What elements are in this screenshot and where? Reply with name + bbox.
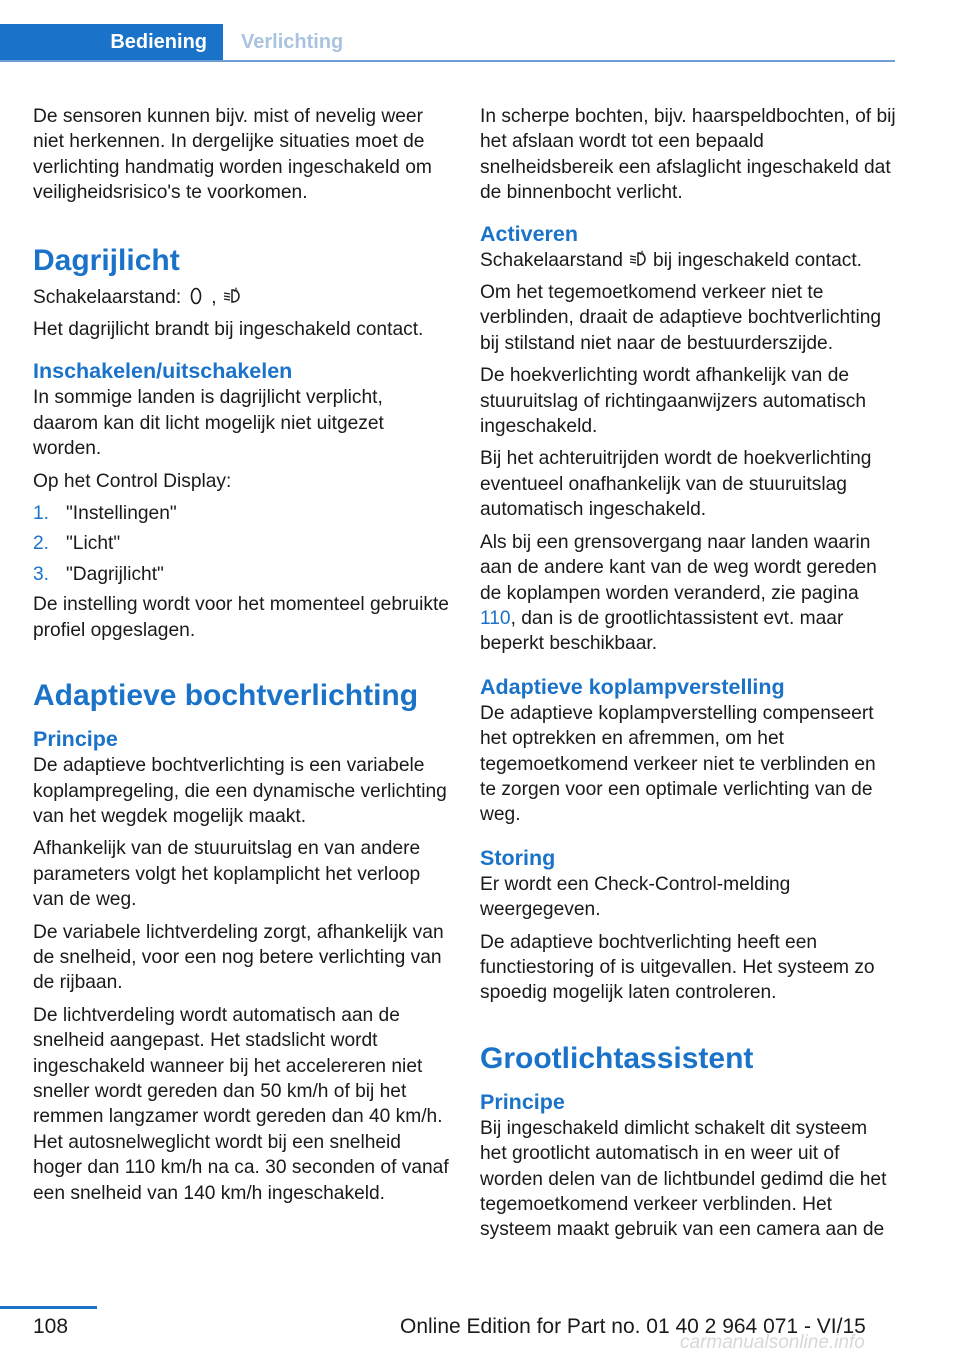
- low-beam-auto-icon: [629, 249, 647, 269]
- heading-adaptieve-koplampverstelling: Adaptieve koplampverstelling: [480, 674, 785, 699]
- activeren-p2: De hoekverlichting wordt afhankelijk van de stuuruitslag of richtingaanwijzers automatisch ingeschakeld.: [480, 365, 867, 438]
- activeren-suffix: bij ingeschakeld contact.: [652, 249, 862, 271]
- dagrijlicht-brandt: Het dagrijlicht brandt bij ingeschakeld contact.: [33, 319, 424, 341]
- page-number: 108: [33, 1315, 69, 1338]
- adaptief-p3: De variabele lichtverdeling zorgt, afhankelijk van de snelheid, voor een nog betere verlichting van de rijbaan.: [33, 921, 444, 994]
- dagrijlicht-p2: Op het Control Display:: [33, 470, 232, 492]
- adaptief-p2: Afhankelijk van de stuuruitslag en van andere parameters volgt het koplamplicht het verloop van de weg.: [33, 838, 421, 911]
- storing-p2: De adaptieve bochtverlichting heeft een functiestoring of is uitgevallen. Het systeem zo spoedig mogelijk laten controleren.: [480, 931, 875, 1004]
- heading-principe: Principe: [33, 727, 118, 752]
- icon-separator: ,: [211, 286, 217, 308]
- bochten-paragraph: In scherpe bochten, bijv. haarspeldbochten, of bij het afslaan wordt tot een bepaald snelheidsbereik een afslaglicht ingeschakeld dat de binnenbocht verlicht.: [480, 106, 896, 204]
- activeren-p3: Bij het achteruitrijden wordt de hoekverlichting eventueel onafhankelijk van de stuuruitslag automatisch ingeschakeld.: [480, 448, 872, 521]
- heading-grootlichtassistent: Grootlichtassistent: [480, 1041, 754, 1075]
- svg-text:A: A: [233, 286, 238, 294]
- svg-text:A: A: [639, 249, 645, 257]
- activeren-p1: Om het tegemoetkomend verkeer niet te verblinden, draait de adaptieve bochtverlichting bij stilstand niet naar de bestuurderszijde.: [480, 282, 882, 354]
- list-item: 1. "Instellingen": [33, 503, 177, 525]
- adaptief-p1: De adaptieve bochtverlichting is een variabele koplampregeling, die een dynamische verlichting van het wegdek mogelijk maakt.: [33, 755, 447, 827]
- schakelaarstand-label: Schakelaarstand: [480, 249, 623, 271]
- heading-activeren: Activeren: [480, 221, 578, 246]
- dagrijlicht-p1: In sommige landen is dagrijlicht verplicht, daarom kan dit licht mogelijk niet uitgezet worden.: [33, 387, 384, 460]
- heading-inschakelen: Inschakelen/uitschakelen: [33, 359, 293, 384]
- heading-storing: Storing: [480, 845, 556, 870]
- storing-p1: Er wordt een Check-Control-melding weergegeven.: [480, 873, 791, 921]
- groot-p1: Bij ingeschakeld dimlicht schakelt dit systeem het grootlicht automatisch in en weer uit of worden delen van de lichtbundel gedimd die het tegemoetkomend verkeer verblinden. Het systeem maakt gebruik van een camera aan de: [480, 1117, 887, 1241]
- switch-position-0-icon: [187, 286, 205, 306]
- page-header: [0, 24, 895, 62]
- activeren-p4: Als bij een grensovergang naar landen waarin aan de andere kant van de weg wordt gereden de koplampen worden veranderd, zie pagina 110, dan is de grootlichtassistent evt. maar beperkt beschikbaar.: [480, 531, 877, 655]
- page-reference-link[interactable]: 110: [480, 607, 511, 629]
- edition-info: Online Edition for Part no. 01 40 2 964 071 - VI/15: [400, 1315, 866, 1338]
- activeren-schakel-line: [480, 248, 896, 273]
- heading-principe-groot: Principe: [480, 1089, 565, 1114]
- list-item: 2. "Licht": [33, 533, 121, 555]
- schakelaarstand-line: [33, 285, 449, 310]
- list-item: 3. "Dagrijlicht": [33, 563, 164, 585]
- watermark: carmanualsonline.info: [680, 1332, 865, 1353]
- heading-adaptieve-bochtverlichting: Adaptieve bochtverlichting: [33, 679, 419, 713]
- adaptief-p4: De lichtverdeling wordt automatisch aan de snelheid aangepast. Het stadslicht wordt ingeschakeld wanneer bij het accelereren niet sneller wordt gereden dan 50 km/h of bij het remmen langzamer wordt gereden dan 40 km/h. Het autosnelweglicht wordt bij een snelheid hoger dan 110 km/h na ca. 30 seconden of vanaf een snelheid van 140 km/h ingeschakeld.: [33, 1004, 449, 1204]
- tab-bediening[interactable]: Bediening: [0, 24, 223, 60]
- left-column: [33, 104, 449, 1213]
- right-column: [480, 104, 896, 1250]
- koplamp-p1: De adaptieve koplampverstelling compenseert het optrekken en afremmen, om het tegemoetkomend verkeer niet te verblinden en te zorgen voor een optimale verlichting van de weg.: [480, 702, 876, 826]
- heading-dagrijlicht: Dagrijlicht: [33, 243, 180, 277]
- header-divider: [0, 60, 895, 62]
- footer-divider: [0, 1306, 97, 1309]
- schakelaarstand-label: Schakelaarstand:: [33, 286, 182, 308]
- steps-list: [33, 501, 449, 587]
- dagrijlicht-p3: De instelling wordt voor het momenteel gebruikte profiel opgeslagen.: [33, 594, 449, 641]
- intro-paragraph: De sensoren kunnen bijv. mist of nevelig weer niet herkennen. In dergelijke situaties moet de verlichting handmatig worden ingeschakeld om veiligheidsrisico's te voorkomen.: [33, 106, 432, 204]
- low-beam-auto-icon: [223, 286, 241, 306]
- tab-verlichting[interactable]: Verlichting: [241, 31, 344, 53]
